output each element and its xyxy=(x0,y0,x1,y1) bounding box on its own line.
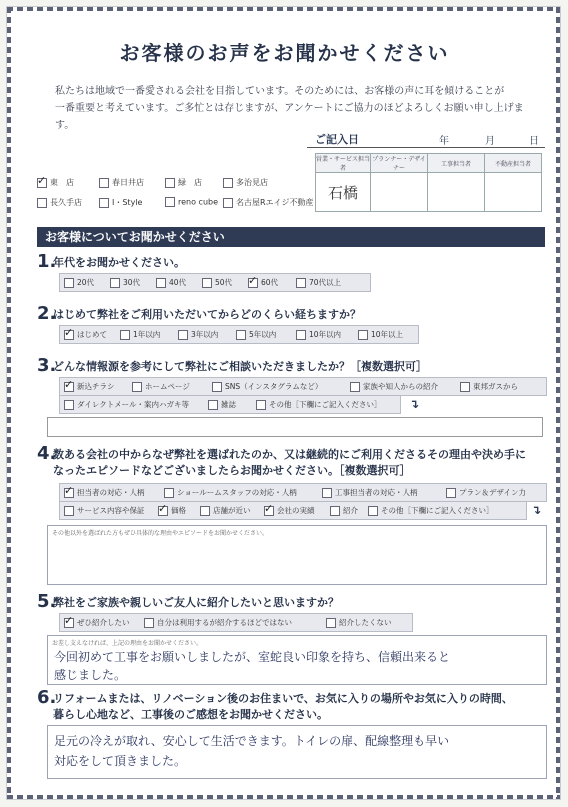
option-label: 東邦ガスから xyxy=(473,382,518,391)
store-kasugai-checkbox[interactable] xyxy=(99,178,109,188)
date-underline xyxy=(307,147,545,148)
source-option-direct-mail[interactable] xyxy=(64,399,189,410)
option-label: 紹介したくない xyxy=(339,618,392,627)
staff-header-sales: 営業・サービス担当者 xyxy=(316,154,371,173)
option-label: 新込チラシ xyxy=(77,382,115,391)
reason-constructor-checkbox[interactable] xyxy=(322,488,332,498)
question-6-answer-field[interactable] xyxy=(47,725,547,779)
question-3-options-row1 xyxy=(59,377,547,396)
staff-construction-cell[interactable] xyxy=(428,173,485,212)
option-label: 会社の実績 xyxy=(277,506,315,515)
store-istyle-checkbox[interactable] xyxy=(99,198,109,208)
usage-option-5yr[interactable] xyxy=(236,329,276,340)
age-70s-plus-checkbox[interactable] xyxy=(296,278,306,288)
question-3-number: 3. xyxy=(37,355,57,376)
section-banner: お客様についてお聞かせください xyxy=(37,227,545,247)
survey-sheet xyxy=(6,6,561,800)
option-label: ダイレクトメール・案内ハガキ等 xyxy=(77,400,189,409)
store-checklist xyxy=(37,177,317,217)
staff-realestate-cell[interactable] xyxy=(485,173,542,212)
reason-track-record-checkbox[interactable] xyxy=(264,506,274,516)
option-label: その他［下欄にご記入ください］ xyxy=(269,400,382,409)
option-label: 雑誌 xyxy=(221,400,236,409)
recommend-no-checkbox[interactable] xyxy=(326,618,336,628)
question-6-text xyxy=(53,691,513,723)
reason-price-checkbox[interactable] xyxy=(158,506,168,516)
recommend-option-maybe[interactable] xyxy=(144,617,292,628)
staff-header-construction: 工事担当者 xyxy=(428,154,485,173)
option-label: ホームページ xyxy=(145,382,190,391)
store-label: 長久手店 xyxy=(50,198,82,207)
age-option-40s[interactable] xyxy=(156,277,186,288)
question-1-options xyxy=(59,273,371,292)
intro-line-1: 私たちは地域で一番愛される会社を目指しています。そのためには、お客様の声に耳を傾けることが xyxy=(55,86,505,97)
question-5-text: 弊社をご家族や親しいご友人に紹介したいと思いますか？ xyxy=(53,596,339,609)
question-2 xyxy=(37,303,547,347)
usage-10yr-checkbox[interactable] xyxy=(296,330,306,340)
staff-planner-cell[interactable] xyxy=(371,173,428,212)
store-tajimi-checkbox[interactable] xyxy=(223,178,233,188)
usage-10yr-plus-checkbox[interactable] xyxy=(358,330,368,340)
option-label: 家族や知人からの紹介 xyxy=(363,382,438,391)
store-label: I・Style xyxy=(112,198,143,207)
option-label: 工事担当者の対応・人柄 xyxy=(335,488,418,497)
staff-table xyxy=(315,153,542,212)
option-label: はじめて xyxy=(77,330,107,339)
store-label: 名古屋Rエイジ不動産 xyxy=(236,198,314,207)
reason-option-constructor[interactable] xyxy=(322,487,418,498)
bottom-border xyxy=(7,795,560,799)
question-3-options-row2 xyxy=(59,395,401,414)
date-month-label: 月 xyxy=(485,136,495,147)
age-option-70s-plus[interactable] xyxy=(296,277,341,288)
store-label: 春日井店 xyxy=(112,178,144,187)
question-4-text xyxy=(53,447,526,479)
option-label: 10年以内 xyxy=(309,330,342,339)
option-label: 自分は利用するが紹介するほどではない xyxy=(157,618,292,627)
question-4-options-row1 xyxy=(59,483,547,502)
option-label: 30代 xyxy=(123,278,141,287)
question-4-line-2: なったエピソードなどございましたらお聞かせください。［複数選択可］ xyxy=(53,464,411,477)
usage-1yr-checkbox[interactable] xyxy=(120,330,130,340)
question-4-options-row2 xyxy=(59,501,527,520)
store-nagoya-r-age[interactable] xyxy=(223,197,314,208)
store-nagakute[interactable] xyxy=(37,197,82,208)
question-6-answer-line-1: 足元の冷えが取れ、安心して生活できます。トイレの扉、配線整理も早い xyxy=(54,734,450,748)
source-option-magazine[interactable] xyxy=(208,399,236,410)
store-istyle[interactable] xyxy=(99,197,142,208)
usage-3yr-checkbox[interactable] xyxy=(178,330,188,340)
right-border xyxy=(556,7,560,799)
page-title: お客様のお声をお聞かせください xyxy=(119,41,450,65)
source-option-other[interactable] xyxy=(256,399,382,410)
question-2-text: はじめて弊社をご利用いただいてからどのくらい経ちますか？ xyxy=(53,308,361,321)
question-6 xyxy=(37,687,547,793)
question-6-line-2: 暮らし心地など、工事後のご感想をお聞かせください。 xyxy=(53,708,328,721)
reason-option-nearby[interactable] xyxy=(200,505,251,516)
top-border xyxy=(7,7,560,11)
option-label: 店舗が近い xyxy=(213,506,251,515)
option-label: 5年以内 xyxy=(249,330,277,339)
reason-sales-rep-checkbox[interactable] xyxy=(64,488,74,498)
option-label: SNS（インスタグラムなど） xyxy=(225,382,323,391)
source-flyer-checkbox[interactable] xyxy=(64,382,74,392)
age-20s-checkbox[interactable] xyxy=(64,278,74,288)
option-label: ショールームスタッフの対応・人柄 xyxy=(177,488,297,497)
reason-option-other[interactable] xyxy=(368,505,494,516)
option-label: 60代 xyxy=(261,278,279,287)
staff-sales-cell[interactable] xyxy=(316,173,371,212)
arrow-down-icon: ↴ xyxy=(409,397,420,411)
question-4-number: 4. xyxy=(37,443,57,464)
option-label: 3年以内 xyxy=(191,330,219,339)
intro-line-2: 一番重要と考えています。ご多忙とは存じますが、アンケートにご協力のほどよろしくお願い申し上げます。 xyxy=(55,103,524,131)
store-midori-checkbox[interactable] xyxy=(165,178,175,188)
recommend-maybe-checkbox[interactable] xyxy=(144,618,154,628)
question-3-text: どんな情報源を参考にして弊社にご相談いただきましたか？［複数選択可］ xyxy=(53,360,427,373)
question-6-number: 6. xyxy=(37,687,57,708)
question-1 xyxy=(37,251,547,295)
recommend-option-no[interactable] xyxy=(326,617,392,628)
option-label: 担当者の対応・人柄 xyxy=(77,488,145,497)
store-higashi-checkbox[interactable] xyxy=(37,178,47,188)
staff-sales-name: 石橋 xyxy=(327,183,358,202)
question-4 xyxy=(37,443,547,587)
staff-header-realestate: 不動産担当者 xyxy=(485,154,542,173)
date-year-label: 年 xyxy=(439,136,449,147)
left-border xyxy=(7,7,11,799)
question-3-other-field[interactable] xyxy=(47,417,543,437)
question-5 xyxy=(37,591,547,687)
source-option-website[interactable] xyxy=(132,381,190,392)
reason-referral-checkbox[interactable] xyxy=(330,506,340,516)
usage-first-time-checkbox[interactable] xyxy=(64,330,74,340)
reason-service-checkbox[interactable] xyxy=(64,506,74,516)
usage-5yr-checkbox[interactable] xyxy=(236,330,246,340)
question-5-answer-line-2: 感じました。 xyxy=(54,668,127,682)
age-option-30s[interactable] xyxy=(110,277,140,288)
question-6-answer-line-2: 対応をして頂きました。 xyxy=(54,754,187,768)
question-5-answer-line-1: 今回初めて工事をお願いしましたが、室蛇良い印象を持ち、信頼出来ると xyxy=(54,650,451,664)
question-4-answer-field[interactable] xyxy=(47,525,547,585)
recommend-yes-checkbox[interactable] xyxy=(64,618,74,628)
question-2-number: 2. xyxy=(37,303,57,324)
reason-option-design[interactable] xyxy=(446,487,526,498)
age-40s-checkbox[interactable] xyxy=(156,278,166,288)
usage-option-10yr[interactable] xyxy=(296,329,341,340)
option-label: 10年以上 xyxy=(371,330,404,339)
reason-nearby-checkbox[interactable] xyxy=(200,506,210,516)
option-label: 1年以内 xyxy=(133,330,161,339)
question-6-line-1: リフォームまたは、リノベーション後のお住まいで、お気に入りの場所やお気に入りの時間、 xyxy=(53,692,513,705)
source-option-referral[interactable] xyxy=(350,381,438,392)
store-midori[interactable] xyxy=(165,177,202,188)
question-5-options xyxy=(59,613,413,632)
arrow-down-icon: ↴ xyxy=(531,503,542,517)
option-label: サービス内容や保証 xyxy=(77,506,145,515)
option-label: その他［下欄にご記入ください］ xyxy=(381,506,494,515)
reason-design-checkbox[interactable] xyxy=(446,488,456,498)
store-higashi[interactable] xyxy=(37,177,74,188)
question-5-hint: お差し支えなければ、上記の理由をお聞かせください。 xyxy=(52,640,203,647)
age-60s-checkbox[interactable] xyxy=(248,278,258,288)
usage-option-1yr[interactable] xyxy=(120,329,160,340)
question-3 xyxy=(37,355,547,439)
store-tajimi[interactable] xyxy=(223,177,268,188)
option-label: 紹介 xyxy=(343,506,358,515)
option-label: 70代以上 xyxy=(309,278,342,287)
usage-option-10yr-plus[interactable] xyxy=(358,329,403,340)
age-option-50s[interactable] xyxy=(202,277,232,288)
source-other-checkbox[interactable] xyxy=(256,400,266,410)
reason-other-checkbox[interactable] xyxy=(368,506,378,516)
option-label: 50代 xyxy=(215,278,233,287)
store-label: 多治見店 xyxy=(236,178,268,187)
age-option-20s[interactable] xyxy=(64,277,94,288)
intro-text xyxy=(55,83,535,134)
question-1-number: 1. xyxy=(37,251,57,272)
store-renocube[interactable] xyxy=(165,197,218,207)
store-nagoya-r-age-checkbox[interactable] xyxy=(223,198,233,208)
usage-option-first-time[interactable] xyxy=(64,329,107,340)
reason-option-referral[interactable] xyxy=(330,505,358,516)
usage-option-3yr[interactable] xyxy=(178,329,218,340)
source-direct-mail-checkbox[interactable] xyxy=(64,400,74,410)
store-nagakute-checkbox[interactable] xyxy=(37,198,47,208)
option-label: 40代 xyxy=(169,278,187,287)
reason-option-showroom[interactable] xyxy=(164,487,297,498)
reason-option-service[interactable] xyxy=(64,505,145,516)
date-label: ご記入日 xyxy=(315,133,359,146)
age-50s-checkbox[interactable] xyxy=(202,278,212,288)
option-label: 20代 xyxy=(77,278,95,287)
option-label: ぜひ紹介したい xyxy=(77,618,130,627)
store-label: reno cube xyxy=(178,197,219,207)
source-option-sns[interactable] xyxy=(212,381,322,392)
option-label: 価格 xyxy=(171,506,186,515)
source-sns-checkbox[interactable] xyxy=(212,382,222,392)
question-5-number: 5. xyxy=(37,591,57,612)
source-option-toho-gas[interactable] xyxy=(460,381,518,392)
question-4-hint: その他以外を選ばれた方もぜひ具体的な理由やエピソードをお聞かせください。 xyxy=(52,530,269,537)
source-option-flyer[interactable] xyxy=(64,381,115,392)
reason-showroom-checkbox[interactable] xyxy=(164,488,174,498)
question-4-line-1: 数ある会社の中からなぜ弊社を選ばれたのか、又は継続的にご利用くださるその理由や決め手に xyxy=(53,448,526,461)
reason-option-price[interactable] xyxy=(158,505,186,516)
option-label: プラン＆デザイン力 xyxy=(459,488,526,497)
date-day-label: 日 xyxy=(529,136,539,147)
source-referral-checkbox[interactable] xyxy=(350,382,360,392)
source-magazine-checkbox[interactable] xyxy=(208,400,218,410)
store-label: 緑 店 xyxy=(178,178,202,187)
source-website-checkbox[interactable] xyxy=(132,382,142,392)
age-30s-checkbox[interactable] xyxy=(110,278,120,288)
question-2-options xyxy=(59,325,419,344)
question-1-text: 年代をお聞かせください。 xyxy=(53,256,185,269)
age-option-60s[interactable] xyxy=(248,277,278,288)
question-5-answer-field[interactable] xyxy=(47,635,547,685)
store-renocube-checkbox[interactable] xyxy=(165,197,175,207)
recommend-option-yes[interactable] xyxy=(64,617,130,628)
staff-header-planner: プランナー・デザイナー xyxy=(371,154,428,173)
reason-option-sales-rep[interactable] xyxy=(64,487,145,498)
source-toho-gas-checkbox[interactable] xyxy=(460,382,470,392)
store-kasugai[interactable] xyxy=(99,177,144,188)
reason-option-track-record[interactable] xyxy=(264,505,315,516)
store-label: 東 店 xyxy=(50,178,74,187)
